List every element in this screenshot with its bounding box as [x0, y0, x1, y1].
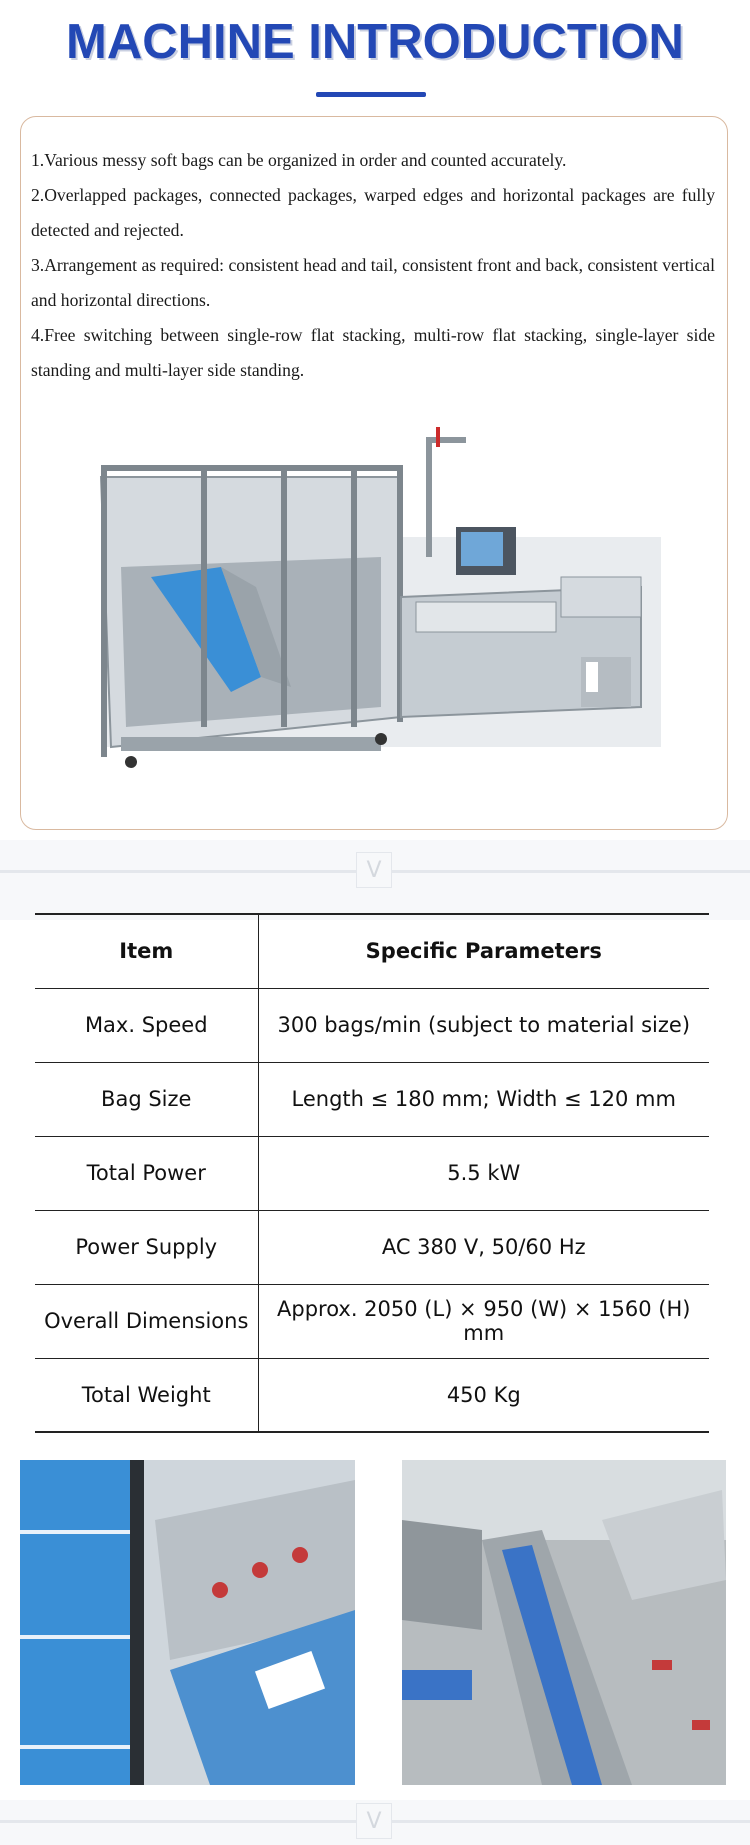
header-parameters: Specific Parameters [258, 914, 709, 988]
row-value: 300 bags/min (subject to material size) [258, 988, 709, 1062]
intro-point-2: 2.Overlapped packages, connected packages, warped edges and horizontal packages are fully detected and rejected. [31, 185, 715, 240]
row-label: Overall Dimensions [35, 1284, 258, 1358]
row-value: Length ≤ 180 mm; Width ≤ 120 mm [258, 1062, 709, 1136]
intro-point-1: 1.Various messy soft bags can be organized in order and counted accurately. [31, 150, 567, 170]
table-row [35, 1284, 709, 1358]
divider-badge-icon: V [356, 852, 392, 888]
row-value: 450 Kg [258, 1358, 709, 1432]
table-header-row [35, 914, 709, 988]
table-row [35, 1136, 709, 1210]
row-label: Max. Speed [35, 988, 258, 1062]
row-label: Power Supply [35, 1210, 258, 1284]
intro-text [31, 143, 715, 388]
table-row [35, 1062, 709, 1136]
table-row [35, 988, 709, 1062]
table-row [35, 1210, 709, 1284]
footer-divider-badge-icon: V [356, 1803, 392, 1839]
intro-point-4: 4.Free switching between single-row flat stacking, multi-row flat stacking, single-layer side standing and multi-layer side standing. [31, 325, 715, 380]
specifications-table [35, 913, 709, 1433]
title-underline [316, 92, 426, 97]
intro-point-3: 3.Arrangement as required: consistent head and tail, consistent front and back, consistent vertical and horizontal directions. [31, 255, 715, 310]
header-item: Item [35, 914, 258, 988]
intro-card [20, 116, 728, 830]
row-label: Total Weight [35, 1358, 258, 1432]
row-value: Approx. 2050 (L) × 950 (W) × 1560 (H) mm [258, 1284, 709, 1358]
machine-image [81, 417, 721, 812]
page-title: MACHINE INTRODUCTION [66, 15, 684, 69]
production-line-photo [402, 1460, 726, 1785]
row-value: AC 380 V, 50/60 Hz [258, 1210, 709, 1284]
row-label: Bag Size [35, 1062, 258, 1136]
table-row [35, 1358, 709, 1432]
row-label: Total Power [35, 1136, 258, 1210]
conveyor-detail-photo [20, 1460, 355, 1785]
row-value: 5.5 kW [258, 1136, 709, 1210]
